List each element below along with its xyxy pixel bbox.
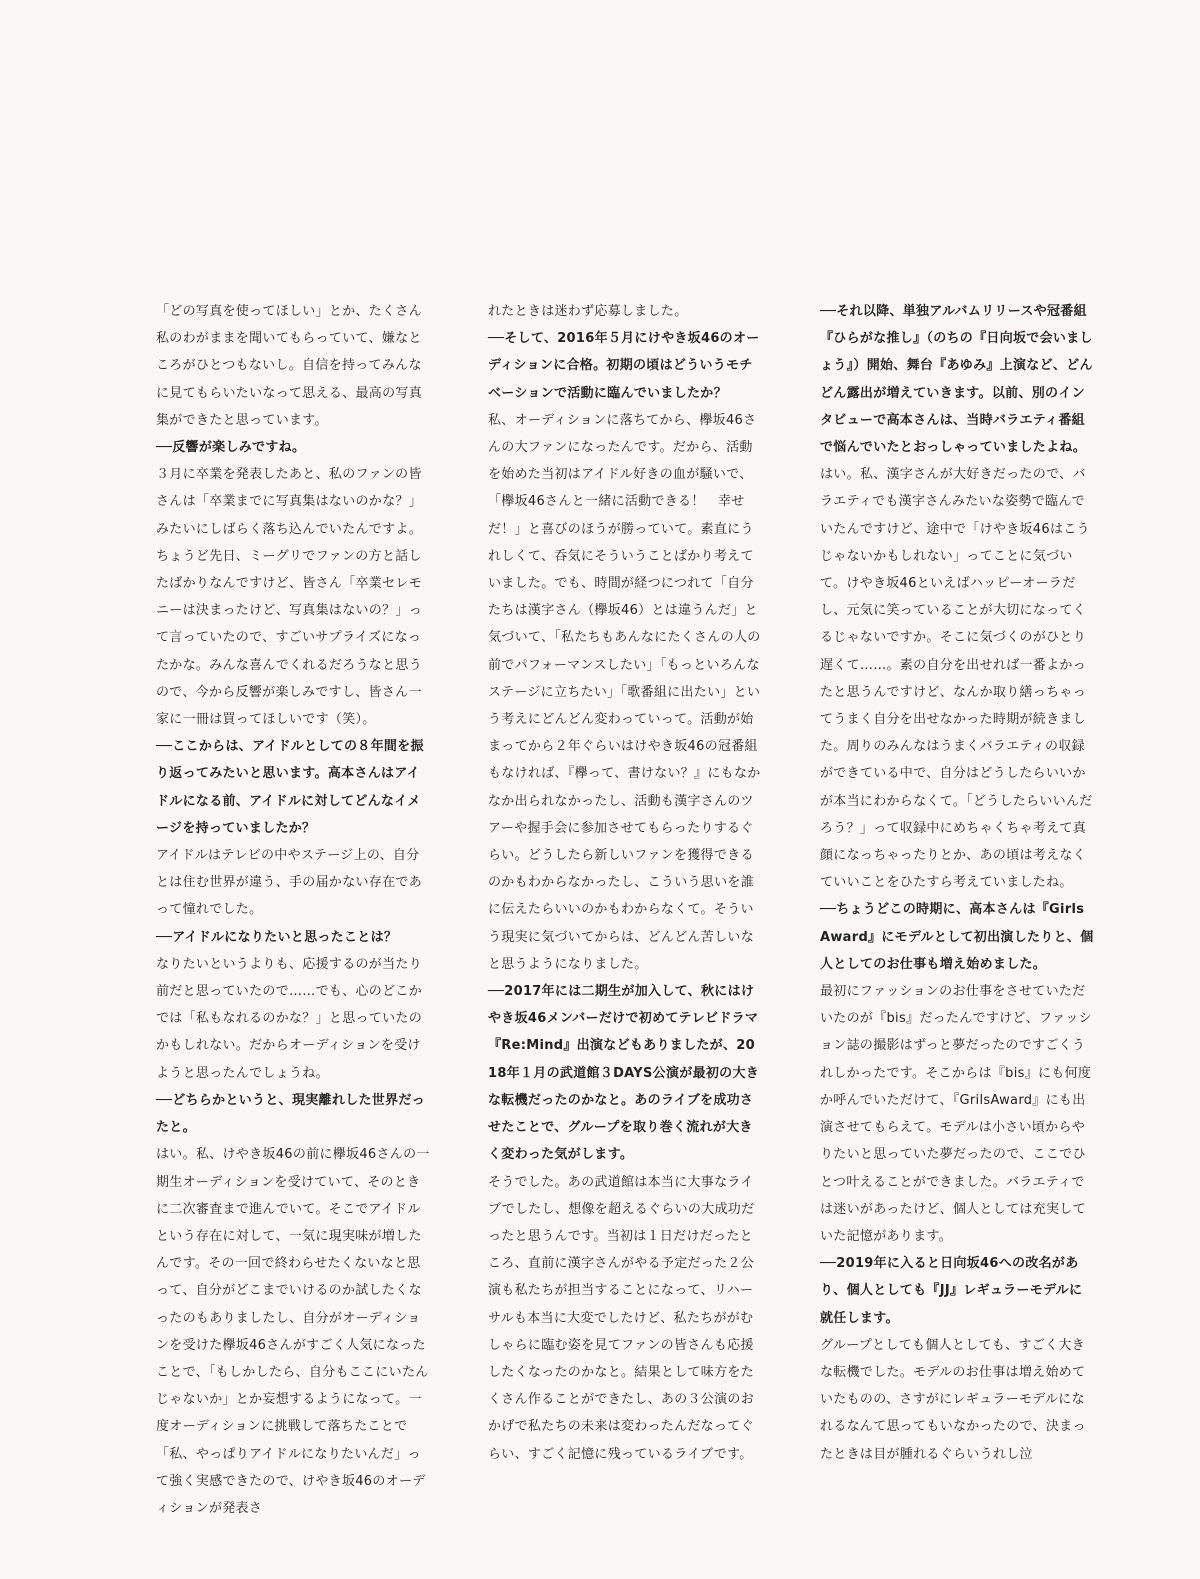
text-column-2 [488,298,762,1468]
interview-question: ──2017年には二期生が加入して、秋にはけやき坂46メンバーだけで初めてテレビドラマ『Re:Mind』出演などもありましたが、2018年１月の武道館３DAYS公演が最初の大きな転機だったのかなと。あのライブを成功させたことで、グループを取り巻く流れが大きく変わった気がします。 [488,984,760,1163]
interview-answer: 「どの写真を使ってほしい」とか、たくさん私のわがままを聞いてもらっていて、嫌なところがひとつもないし。自信を持ってみんなに見てもらいたいなって思える、最高の写真集ができたと思っています。 [156,304,423,428]
interview-question: ──反響が楽しみですね。 [156,440,306,456]
interview-question: ──ここからは、アイドルとしての８年間を振り返ってみたいと思います。高本さんはアイドルになる前、アイドルに対してどんなイメージを持っていましたか？ [156,739,424,836]
interview-question: ──どちらかというと、現実離れした世界だったと。 [156,1092,425,1136]
interview-answer: はい。私、漢字さんが大好きだったので、バラエティでも漢字さんみたいな姿勢で臨んでいたんですけど、途中で「けやき坂46はこうじゃないかもしれない」ってことに気づいて。けやき坂46といえばハッピーオーラだし、元気に笑っていることが大切になってくるじゃないですか。そこに気づくのがひとり遅くて……。素の自分を出せれば一番よかったと思うんですけど、なんか取り繕っちゃってうまく自分を出せなかった時期が続きました。周りのみんなはうまくバラエティの収録ができている中で、自分はどうしたらいいかが本当にわからなくて。「どうしたらいいんだろう？」って収録中にめちゃくちゃ考えて真顔になっちゃったりとか、あの頃は考えなくていいことをひたすら考えていましたね。 [820,467,1093,891]
interview-question: ──2019年に入ると日向坂46への改名があり、個人としても『JJ』レギュラーモデルに就任します。 [820,1256,1083,1326]
text-column-3 [820,298,1094,1468]
interview-answer: 私、オーディションに落ちてから、欅坂46さんの大ファンになったんです。だから、活動を始めた当初はアイドル好きの血が騒いで、「欅坂46さんと一緒に活動できる！ 幸せだ！」と喜びのほうが勝っていて。素直にうれしくて、呑気にそういうことばかり考えていました。でも、時間が経つにつれて「自分たちは漢字さん（欅坂46）とは違うんだ」と気づいて、「私たちもあんなにたくさんの人の前でパフォーマンスしたい」「もっといろんなステージに立ちたい」「歌番組に出たい」という考えにどんどん変わっていって。活動が始まってから２年ぐらいはけやき坂46の冠番組もなければ、『欅って、書けない？』にもなかなか出られなかったし、活動も漢字さんのツアーや握手会に参加させてもらったりするぐらい。どうしたら新しいファンを獲得できるのかもわからなかったし、こういう思いを誰に伝えたらいいのかもわからなくて。そういう現実に気づいてからは、どんどん苦しいなと思うようになりました。 [488,412,761,972]
interview-question: ──それ以降、単独アルバムリリースや冠番組『ひらがな推し』（のちの『日向坂で会いましょう』）開始、舞台『あゆみ』上演など、どんどん露出が増えていきます。以前、別のインタビューで高本さんは、当時バラエティ番組で悩んでいたとおっしゃっていましたよね。 [820,304,1093,456]
interview-answer: れたときは迷わず応募しました。 [488,304,688,319]
interview-question: ──そして、2016年５月にけやき坂46のオーディションに合格。初期の頃はどういうモチベーションで活動に臨んでいましたか？ [488,331,760,401]
interview-answer: 最初にファッションのお仕事をさせていただいたのが『bis』だったんですけど、ファッション誌の撮影はずっと夢だったのですごくうれしかったです。そこからは『bis』にも何度か呼んでいただけて、『GrilsAward』にも出演させてもらえて。モデルは小さい頃からやりたいと思っていた夢だったので、ここでひとつ叶えることができました。バラエティでは迷いがあったけど、個人としては充実していた記憶があります。 [820,984,1092,1244]
interview-answer: はい。私、けやき坂46の前に欅坂46さんの一期生オーディションを受けていて、そのときに二次審査まで進んでいて。そこでアイドルという存在に対して、一気に現実味が増したんです。その一回で終わらせたくないなと思って、自分がどこまでいけるのか試したくなったのもありましたし、自分がオーディションを受けた欅坂46さんがすごく人気になったことで、「もしかしたら、自分もここにいたんじゃないか」とか妄想するようになって。一度オーディションに挑戦して落ちたことで「私、やっぱりアイドルになりたいんだ」って強く実感できたので、けやき坂46のオーディションが発表さ [156,1147,430,1516]
interview-answer: そうでした。あの武道館は本当に大事なライブでしたし、想像を超えるぐらいの大成功だったと思うんです。当初は１日だけだったところ、直前に漢字さんがやる予定だった２公演も私たちが担当することになって、リハーサルも本当に大変でしたけど、私たちががむしゃらに臨む姿を見てファンの皆さんも応援したくなったのかなと。結果として味方をたくさん作ることができたし、あの３公演のおかげで私たちの未来は変わったんだなってぐらい、すごく記憶に残っているライブです。 [488,1174,755,1462]
interview-question: ──ちょうどこの時期に、高本さんは『GirlsAward』にモデルとして初出演したりと、個人としてのお仕事も増え始めました。 [820,902,1094,972]
interview-answer: ３月に卒業を発表したあと、私のファンの皆さんは「卒業までに写真集はないのかな？」みたいにしばらく落ち込んでいたんですよ。ちょうど先日、ミーグリでファンの方と話したばかりなんですけど、皆さん「卒業セレモニーは決まったけど、写真集はないの？」って言っていたので、すごいサプライズになったかな。みんな喜んでくれるだろうなと思うので、今から反響が楽しみですし、皆さん一家に一冊は買ってほしいです（笑）。 [156,467,423,728]
interview-answer: アイドルはテレビの中やステージ上の、自分とは住む世界が違う、手の届かない存在であって憧れでした。 [156,848,423,918]
text-column-1 [156,298,430,1522]
interview-answer: なりたいというよりも、応援するのが当たり前だと思っていたので……でも、心のどこかでは「私もなれるのかな？」と思っていたのかもしれない。だからオーディションを受けようと思ったんでしょうね。 [156,956,423,1081]
interview-question: ──アイドルになりたいと思ったことは？ [156,929,398,945]
interview-answer: グループとしても個人としても、すごく大きな転機でした。モデルのお仕事は増え始めていたものの、さすがにレギュラーモデルになれるなんて思ってもいなかったので、決まったときは目が腫れるぐらいうれし泣 [820,1337,1086,1462]
